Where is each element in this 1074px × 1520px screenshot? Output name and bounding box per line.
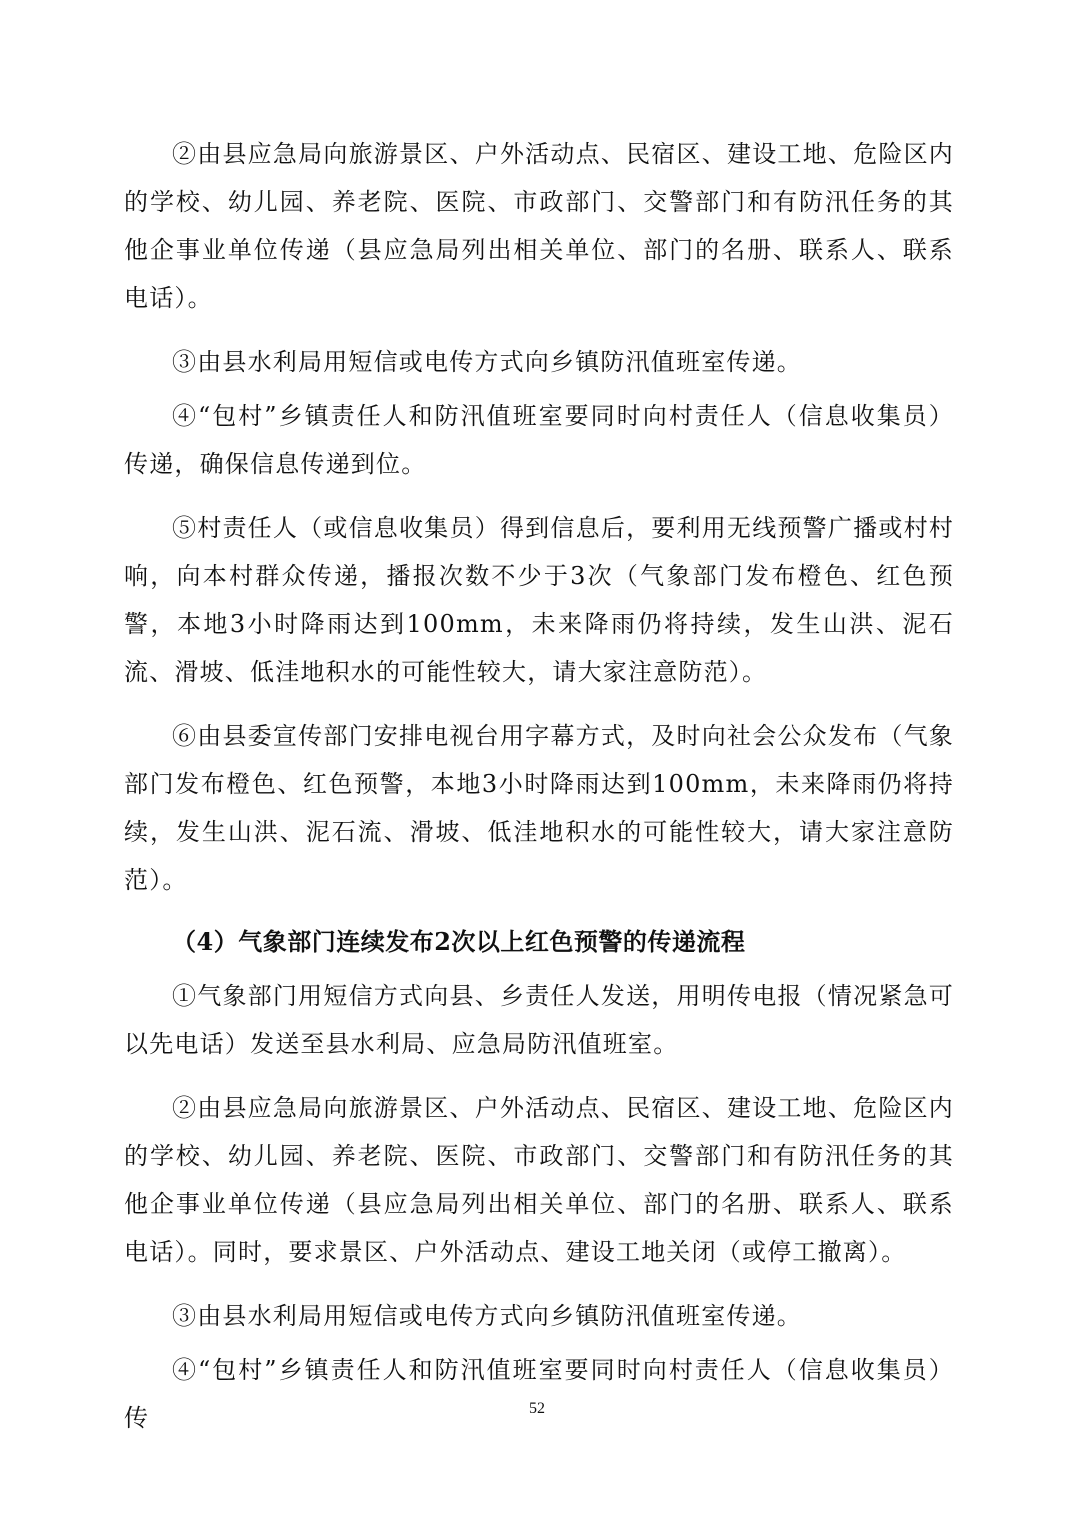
paragraph-3-water-bureau: ③由县水利局用短信或电传方式向乡镇防汛值班室传递。 — [172, 348, 802, 376]
paragraph-1-weather-dept: ①气象部门用短信方式向县、乡责任人发送，用明传电报（情况紧急可以先电话）发送至县水利局、应急局防汛值班室。 — [124, 982, 954, 1058]
paragraph-4-township-red: ④“包村”乡镇责任人和防汛值班室要同时向村责任人（信息收集员）传 — [124, 1356, 954, 1432]
paragraph-6-publicity: ⑥由县委宣传部门安排电视台用字幕方式，及时向社会公众发布（气象部门发布橙色、红色预警，本地3小时降雨达到100mm，未来降雨仍将持续，发生山洪、泥石流、滑坡、低洼地积水的可能性较大，请大家注意防范）。 — [124, 722, 954, 894]
paragraph-5-village: ⑤村责任人（或信息收集员）得到信息后，要利用无线预警广播或村村响，向本村群众传递，播报次数不少于3次（气象部门发布橙色、红色预警，本地3小时降雨达到100mm，未来降雨仍将持续，发生山洪、泥石流、滑坡、低洼地积水的可能性较大，请大家注意防范）。 — [124, 514, 954, 686]
paragraph-4-township: ④“包村”乡镇责任人和防汛值班室要同时向村责任人（信息收集员）传递，确保信息传递到位。 — [124, 402, 954, 478]
page-number: 52 — [529, 1400, 545, 1417]
paragraph-3-water-bureau-red: ③由县水利局用短信或电传方式向乡镇防汛值班室传递。 — [172, 1302, 802, 1330]
section-heading: （4）气象部门连续发布2次以上红色预警的传递流程 — [172, 927, 746, 956]
document-body — [124, 130, 954, 1442]
paragraph-2-emergency-bureau-red: ②由县应急局向旅游景区、户外活动点、民宿区、建设工地、危险区内的学校、幼儿园、养老院、医院、市政部门、交警部门和有防汛任务的其他企事业单位传递（县应急局列出相关单位、部门的名册、联系人、联系电话）。同时，要求景区、户外活动点、建设工地关闭（或停工撤离）。 — [124, 1094, 954, 1266]
paragraph-2-emergency-bureau: ②由县应急局向旅游景区、户外活动点、民宿区、建设工地、危险区内的学校、幼儿园、养老院、医院、市政部门、交警部门和有防汛任务的其他企事业单位传递（县应急局列出相关单位、部门的名册、联系人、联系电话）。 — [124, 140, 954, 312]
